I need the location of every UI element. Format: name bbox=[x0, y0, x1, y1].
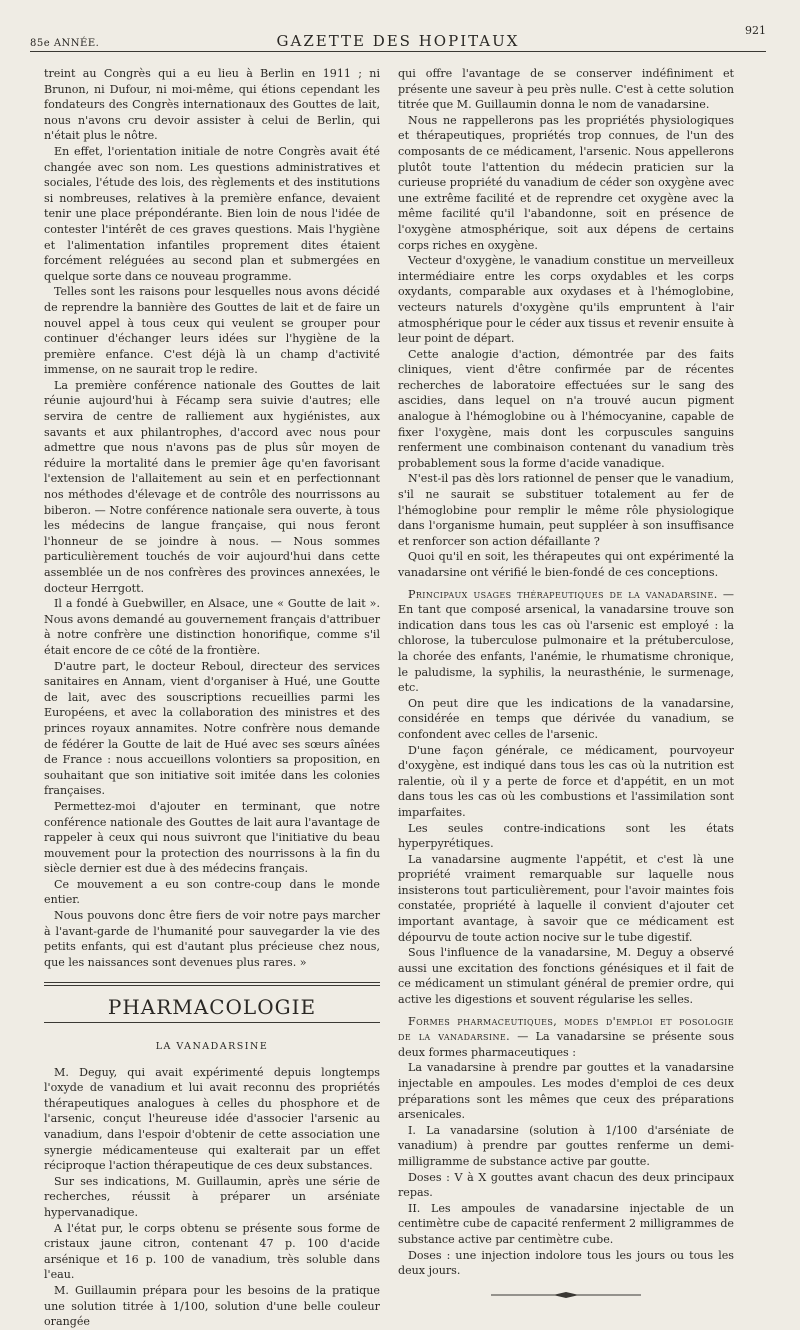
paragraph: I. La vanadarsine (solution à 1/100 d'arséniate de vanadium) à prendre par gouttes renferme un demi-milligramme de substance active par goutte. bbox=[398, 1123, 734, 1168]
paragraph: Telles sont les raisons pour lesquelles nous avons décidé de reprendre la bannière des Gouttes de lait et de faire un nouvel appel à tous ceux qui veulent se grouper pour continuer d'échanger leurs idées sur l'hygiène de la première enfance. C'est déjà là un champ d'activité immense, on ne saurait trop le redire. bbox=[44, 285, 380, 377]
paragraph: Nous ne rappellerons pas les propriétés physiologiques et thérapeutiques, propriétés trop connues, de l'un des composants de ce médicament, l'arsenic. Nous appellerons plutôt toute l'attention du médecin praticien sur la curieuse propriété du vanadium de céder son oxygène avec une extrême facilité et de reprendre cet oxygène avec la même facilité qu'il l'abandonne, soit en présence de l'oxygène atmosphérique, soit aux dépens de certains corps riches en oxygène. bbox=[398, 113, 734, 252]
paragraph: qui offre l'avantage de se conserver indéfiniment et présente une saveur à peu près nulle. C'est à cette solution titrée que M. Guillaumin donna le nom de vanadarsine. bbox=[398, 67, 734, 112]
paragraph: La vanadarsine augmente l'appétit, et c'est là une propriété vraiment remarquable sur laquelle nous insisterons tout particulièrement, pour l'avoir maintes fois constatée, propriété à laquelle il convient d'ajouter cet important avantage, à savoir que ce médicament est dépourvu de toute action nocive sur le tube digestif. bbox=[398, 852, 734, 944]
paragraph-heading: Formes pharmaceutiques, modes d'emploi et posologie de la vanadarsine. bbox=[398, 1014, 734, 1044]
paragraph: II. Les ampoules de vanadarsine injectable de un centimètre cube de capacité renferment 2 milligrammes de substance active par centimètre cube. bbox=[398, 1201, 734, 1246]
end-ornament-icon bbox=[491, 1291, 641, 1299]
left-column bbox=[44, 66, 380, 1330]
paragraph: treint au Congrès qui a eu lieu à Berlin en 1911 ; ni Brunon, ni Dufour, ni moi-même, qui étions cependant les fondateurs des Congrès internationaux des Gouttes de lait, nous n'avons cru devoir assister à celui de Berlin, qui n'était plus le nôtre. bbox=[44, 67, 380, 143]
end-ornament bbox=[398, 1289, 734, 1305]
paragraph: Cette analogie d'action, démontrée par des faits cliniques, vient d'être confirmée par de récentes recherches de laboratoire effectuées sur le sang des ascidies, dans lequel on n'a trouvé aucun pigment analogue à l'hémoglobine ou à l'hémocyanine, capable de fixer l'oxygène, mais dont les corpuscules sanguins renferment une combinaison contenant du vanadium très probablement sous la forme d'acide vanadique. bbox=[398, 347, 734, 470]
page-header bbox=[30, 24, 766, 52]
paragraph: Ce mouvement a eu son contre-coup dans le monde entier. bbox=[44, 877, 380, 907]
paragraph: Les seules contre-indications sont les états hyperpyrétiques. bbox=[398, 821, 734, 851]
paragraph: M. Deguy, qui avait expérimenté depuis longtemps l'oxyde de vanadium et lui avait reconnu des propriétés thérapeutiques analogues à celles du phosphore et de l'arsenic, conçut l'heureuse idée d'associer l'arsenic au vanadium, dans l'espoir d'obtenir de cette association une synergie médicamenteuse qui exalterait par un effet réciproque l'action thérapeutique de ces deux substances. bbox=[44, 1065, 380, 1173]
paragraph: La vanadarsine à prendre par gouttes et la vanadarsine injectable en ampoules. Les modes d'emploi de ces deux préparations sont les mêmes que ceux des préparations arsenicales. bbox=[398, 1061, 734, 1122]
paragraph: D'autre part, le docteur Reboul, directeur des services sanitaires en Annam, vient d'organiser à Hué, une Goutte de lait, avec des souscriptions recueillies parmi les Européens, et avec la collaboration des ministres et des princes royaux annamites. Notre confrère nous demande de fédérer la Goutte de lait de Hué avec ses sœurs aînées de France : nous accueillons volontiers sa proposition, en souhaitant que son initiative soit imitée dans les colonies françaises. bbox=[44, 659, 380, 798]
subsection-title: LA VANADARSINE bbox=[155, 1041, 269, 1053]
paragraph: On peut dire que les indications de la vanadarsine, considérée en temps que dérivée du vanadium, se confondent avec celles de l'arsenic. bbox=[398, 696, 734, 741]
paragraph bbox=[398, 587, 734, 696]
year-label: 85e ANNÉE. bbox=[30, 38, 100, 49]
paragraph: Sur ses indications, M. Guillaumin, après une série de recherches, réussit à préparer un arséniate hypervanadique. bbox=[44, 1174, 380, 1219]
paragraph: Doses : une injection indolore tous les jours ou tous les deux jours. bbox=[398, 1248, 734, 1278]
paragraph: Sous l'influence de la vanadarsine, M. Deguy a observé aussi une excitation des fonctions génésiques et il fait de ce médicament un stimulant général de premier ordre, qui active les digestions et souvent régularise les selles. bbox=[398, 946, 734, 1007]
paragraph-heading: Principaux usages thérapeutiques de la vanadarsine. bbox=[407, 587, 718, 601]
paragraph: A l'état pur, le corps obtenu se présente sous forme de cristaux jaune citron, contenant 47 p. 100 d'acide arsénique et 16 p. 100 de vanadium, très soluble dans l'eau. bbox=[44, 1221, 380, 1282]
paragraph bbox=[398, 1014, 734, 1061]
paragraph: En effet, l'orientation initiale de notre Congrès avait été changée avec son nom. Les questions administratives et sociales, l'étude des lois, des règlements et des institutions si nombreuses, relatives à la première enfance, devaient tenir une place prépondérante. Bien loin de nous l'idée de contester l'intérêt de ces graves questions. Mais l'hygiène et l'alimentation infantiles proprement dites étaient forcément reléguées au second plan et submergées en quelque sorte dans ce nouveau programme. bbox=[44, 144, 380, 283]
header-rule bbox=[30, 51, 766, 52]
paragraph: D'une façon générale, ce médicament, pourvoyeur d'oxygène, est indiqué dans tous les cas où la nutrition est ralentie, où il y a perte de force et d'appétit, en un mot dans tous les cas où les combustions et l'assimilation sont imparfaites. bbox=[398, 743, 734, 819]
section-divider bbox=[44, 982, 380, 986]
paragraph-body: — La vanadarsine se présente sous deux formes pharmaceutiques : bbox=[398, 1030, 735, 1059]
journal-title: GAZETTE DES HOPITAUX bbox=[276, 32, 520, 50]
paragraph: Quoi qu'il en soit, les thérapeutes qui ont expérimenté la vanadarsine ont vérifié le bien-fondé de ces conceptions. bbox=[398, 550, 734, 579]
paragraph: La première conférence nationale des Gouttes de lait réunie aujourd'hui à Fécamp sera suivie d'autres; elle servira de centre de ralliement aux hygiénistes, aux savants et aux philantrophes, d'accord avec nous pour admettre que nous n'avons pas de plus sûr moyen de réduire la mortalité dans le premier âge qu'en favorisant l'extension de l'allaitement au sein et en perfectionnant nos méthodes d'élevage et de contrôle des nourrissons au biberon. — Notre conférence nationale sera ouverte, à tous les médecins de langue française, qui nous feront l'honneur de se joindre à nous. — Nous sommes particulièrement touchés de voir aujourd'hui dans cette assemblée un de nos confrères des provinces annexées, le docteur Herrgott. bbox=[44, 378, 380, 595]
paragraph: Doses : V à X gouttes avant chacun des deux principaux repas. bbox=[398, 1170, 734, 1200]
paragraph: Vecteur d'oxygène, le vanadium constitue un merveilleux intermédiaire entre les corps oxydables et les corps oxydants, comparable aux oxydases et à l'hémoglobine, vecteurs naturels d'oxygène qu'ils empruntent à l'air atmosphérique pour le céder aux tissus et revenir ensuite à leur point de départ. bbox=[398, 254, 734, 346]
paragraph: Nous pouvons donc être fiers de voir notre pays marcher à l'avant-garde de l'humanité pour sauvegarder la vie des petits enfants, qui est d'autant plus précieuse chez nous, que les naissances sont devenues plus rares. » bbox=[44, 909, 380, 969]
paragraph: Permettez-moi d'ajouter en terminant, que notre conférence nationale des Gouttes de lait aura l'avantage de rappeler à ceux qui nous suivront que l'initiative du beau mouvement pour la protection des nourrissons à la fin du siècle dernier est due à des médecins français. bbox=[44, 799, 380, 876]
page-number: 921 bbox=[745, 24, 766, 37]
right-column bbox=[398, 66, 734, 1304]
paragraph-body: — En tant que composé arsenical, la vanadarsine trouve son indication dans tous les cas où l'arsenic est employé : la chlorose, la tuberculose pulmonaire et la prétuberculose, la chorée des enfants, l'anémie, le rhumatisme chronique, le paludisme, la syphilis, la neurasthénie, le surmenage, etc. bbox=[398, 587, 734, 695]
paragraph: Il a fondé à Guebwiller, en Alsace, une « Goutte de lait ». Nous avons demandé au gouvernement français d'attribuer à notre confrère une distinction honorifique, comme s'il était encore de ce côté de la frontière. bbox=[44, 597, 380, 657]
section-rule bbox=[44, 1022, 380, 1023]
section-title: PHARMACOLOGIE bbox=[107, 995, 317, 1020]
paragraph: N'est-il pas dès lors rationnel de penser que le vanadium, s'il ne saurait se substituer totalement au fer de l'hémoglobine pour remplir le même rôle physiologique dans l'organisme humain, peut suppléer à son insuffisance et renforcer son action défaillante ? bbox=[398, 472, 734, 548]
paragraph: M. Guillaumin prépara pour les besoins de la pratique une solution titrée à 1/100, solution d'une belle couleur orangée bbox=[44, 1283, 380, 1329]
